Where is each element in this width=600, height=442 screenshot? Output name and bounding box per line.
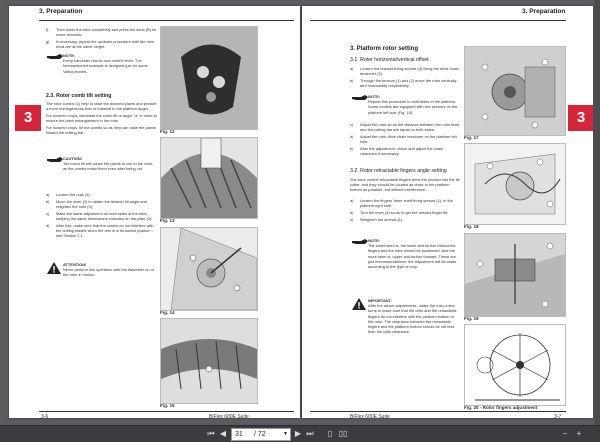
figure-17-image: [464, 46, 566, 136]
sub1-list: [350, 66, 460, 90]
figure-20-image: [464, 324, 566, 406]
subsection-title: 3.1. Rotor horizontal/vertical offset: [350, 57, 429, 63]
zoom-in-button[interactable]: +: [576, 429, 582, 438]
attention-block: ATTENTION! Never perform this operation with the harvester on or the rotor in motion.: [63, 262, 155, 278]
footer-doc-title: BiFlex 600E Suite: [209, 414, 249, 418]
header-rule: [310, 20, 566, 21]
two-page-view-icon[interactable]: ▯▯: [338, 429, 348, 438]
list-item: b) Turn the lever (4) so as to get the desired finger tilt;: [350, 209, 449, 215]
figure-caption: Fig. 13: [160, 218, 175, 223]
prev-page-button[interactable]: ◀: [219, 429, 227, 438]
zoom-out-button[interactable]: −: [562, 429, 568, 438]
figure-15-image: [160, 318, 258, 404]
footer-doc-title: BiFlex 600E Suite: [350, 414, 390, 418]
current-page: 31: [235, 431, 243, 438]
pointing-hand-icon: [352, 94, 368, 102]
list-item: d) Adjust the rotor drive chain tensioner on the platform left side;: [350, 133, 457, 145]
figure-caption: Fig. 20 - Rotor fingers adjustment: [464, 405, 538, 410]
section-title: 2.3. Rotor comb tilt setting: [46, 93, 112, 99]
list-item: e) After the adjustment, check and adjust the chain clearance if necessary.: [350, 145, 444, 157]
figure-caption: Fig. 14: [160, 310, 175, 315]
figure-19-image: [464, 233, 566, 317]
list-item: a) Loosen the nuts (3);: [46, 192, 91, 197]
figure-caption: Fig. 18: [464, 224, 479, 229]
note-block: NOTE: Every harvester has its own control lever. The forementioned example is designed just for some Valtra models.: [63, 53, 148, 74]
chapter-tab: 3: [15, 105, 41, 131]
figure-18-image: [464, 143, 566, 225]
warning-icon: [47, 262, 61, 274]
list-item: d) After this, make sure that the combs do not interfere with the cutting blades when the reel is in its lowest position - see Section 2.1.: [46, 222, 154, 238]
note-block: NOTE: Repeat this procedure in both sides of the platform. Some models are equipped with two sensors on the platform left side (Fig. 18).: [368, 94, 458, 115]
figure-caption: Fig. 17: [464, 135, 479, 140]
list-item: b) Through the tensors (1) and (2) move the rotor vertically and horizontally respectively.: [350, 77, 457, 89]
single-page-view-icon[interactable]: ▯: [327, 429, 333, 438]
list-item: c) Make the same adjustment on both sides of the rotor, keeping the same dimensions indicated on the plate (4);: [46, 210, 153, 221]
next-page-button[interactable]: ▶: [294, 429, 302, 438]
pointing-hand-icon: [47, 156, 63, 164]
caution-block: CAUTION! Too much tilt will cause the plants to curl in the rotor, as the combs retain them even after being cut.: [63, 156, 153, 172]
chevron-down-icon[interactable]: ▼: [283, 431, 288, 437]
first-page-button[interactable]: ⏮: [207, 429, 215, 438]
section-body: The rotor combs (1) help to raise the downed plants and provide a more homogeneous flow of material to the platform auger. For downed crops, decrease the comb tilt or angle "a" in order to ensure the plant entanglement in the rotor. For downed crops, tilt the combs so as they can raise the plants toward the cutting bar.: [46, 101, 158, 136]
figure-caption: Fig. 15: [160, 403, 175, 408]
pointing-hand-icon: [352, 238, 368, 246]
list-item: g) If necessary, repeat the up/down procedure until the rotor ends are at the same height.: [46, 38, 155, 50]
list-item: c) Retighten the screws (1).: [350, 216, 404, 222]
figure-caption: Fig. 12: [160, 129, 175, 134]
footer-page-number: 3-7: [554, 414, 562, 418]
note-block: NOTE: The lower stem is, the lower and further behind the fingers and the rotor should be positioned. And the more stem is, upper and further forward. These are just recommendations; the adjustment will be made according to the type of crop.: [368, 238, 457, 270]
warning-icon: [352, 298, 366, 310]
footer-page-number: 3-6: [41, 414, 49, 418]
list-item: b) Move the lever (2) to obtain the desired tilt angle and retighten the nuts (3);: [46, 198, 147, 209]
list-item: a) Loosen the fingers' timer shaft fixing screws (1), in the platform right side;: [350, 198, 453, 209]
figure-caption: Fig. 19: [464, 316, 479, 321]
last-page-button[interactable]: ⏭: [306, 429, 314, 438]
sub1-list-2: [350, 122, 460, 158]
list-item: f) Then lower the rotor completely and press the knob (B) for some seconds;: [46, 27, 157, 38]
list-item: a) Loosen the bracket fixing screws (4) fixing the drive chain tensioner (3);: [350, 66, 459, 77]
header-rule: [39, 20, 294, 21]
sub2-body: The rotor central retractable fingers drive the product into the lift cutter, and they should be located as close to the platform bottom as possible, but without interference.: [350, 177, 460, 193]
page-number-input[interactable]: [231, 428, 291, 441]
vertical-scrollbar[interactable]: [594, 0, 600, 425]
section-title: 3. Platform rotor setting: [350, 46, 419, 52]
page-header-title: 3. Preparation: [39, 8, 83, 15]
figure-12-image: [160, 26, 258, 130]
left-page: [9, 6, 300, 418]
page-header-title: 3. Preparation: [522, 8, 566, 15]
list-item: c) Adjust the rotor so as the distance between the rotor tines and the cutting bar are equal on both sides;: [350, 122, 460, 133]
figure-13-image: [160, 137, 258, 219]
figure-14-image: [160, 227, 258, 311]
right-page: [302, 6, 593, 418]
viewer-toolbar: [0, 425, 600, 442]
total-pages: / 72: [254, 431, 266, 438]
steps-list: [46, 192, 158, 240]
subsection-title: 3.2. Rotor retractable fingers angle setting: [350, 168, 447, 174]
sub2-list: [350, 198, 460, 223]
intro-list: [46, 27, 158, 51]
pointing-hand-icon: [47, 53, 63, 61]
important-block: IMPORTANT: After the above adjustments, rotate the rotor a few turns to make sure that the coils and the retractable fingers do not interfere with the platform bottom or the rotor. The clearance between the retractable fingers and the platform bottom should be not less than the coils clearance.: [368, 298, 457, 335]
chapter-tab: 3: [568, 105, 593, 131]
